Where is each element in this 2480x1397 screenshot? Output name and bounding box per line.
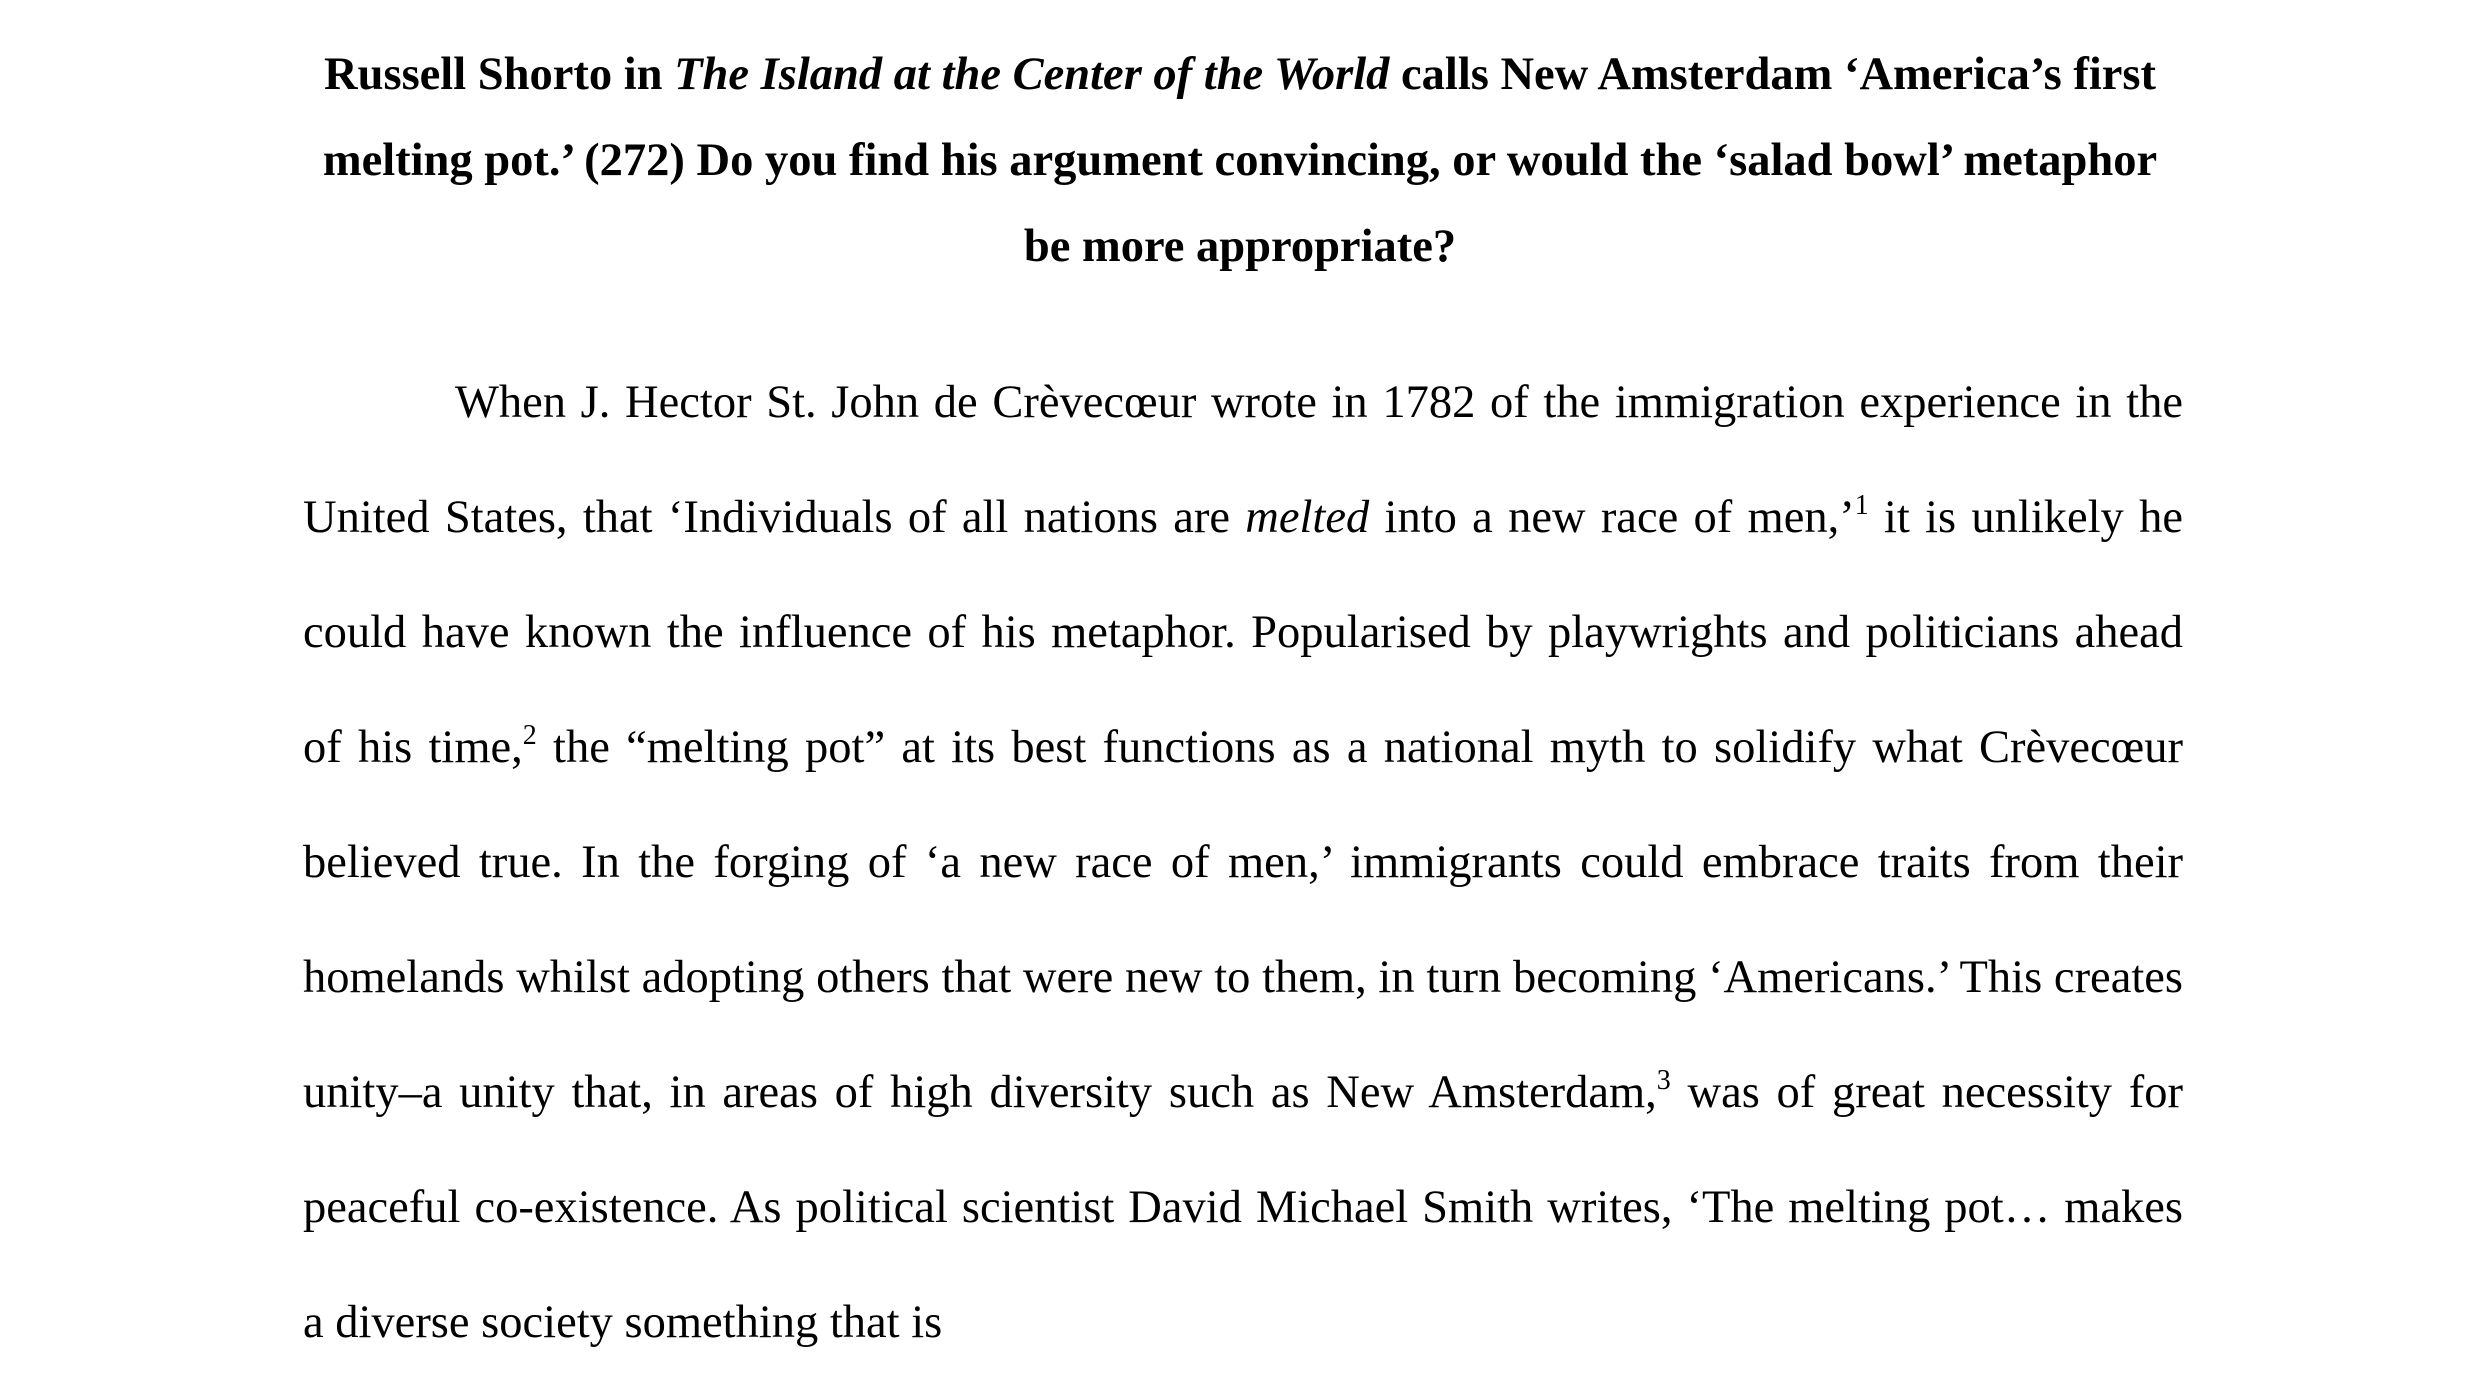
paragraph-text-seg1: When J. Hector St. John de Crèvecœur wrote in 1782 of the immigration experience in the United States, that ‘Individuals of all nations are [303,377,2183,543]
paragraph-text-seg2: into a new race of men,’ [1369,492,1855,543]
title-book-name: The Island at the Center of the World [674,49,1390,100]
title-text-part1: Russell Shorto in [324,49,675,100]
footnote-marker-2: 2 [522,720,537,751]
title-text-part2: calls New Amsterdam ‘America’s first melting pot.’ (272) Do you find his argument convincing, or would the ‘salad bowl’ metaphor be more appropriate? [322,49,2158,272]
paragraph-text-seg5: was of great necessity for peaceful co-existence. As political scientist David Michael Smith writes, ‘The melting pot… makes a diverse society something that is [303,1067,2183,1348]
paragraph-italic-word: melted [1245,492,1370,543]
paragraph-text-seg3: it is unlikely he could have known the influence of his metaphor. Popularised by playwrights and politicians ahead of his time, [303,492,2183,773]
essay-title [300,32,2180,290]
footnote-marker-3: 3 [1656,1065,1671,1096]
body-paragraph [303,345,2183,1380]
paragraph-text-seg4: the “melting pot” at its best functions as a national myth to solidify what Crèvecœur believed true. In the forging of ‘a new race of men,’ immigrants could embrace traits from their homelands whilst adopting others that were new to them, in turn becoming ‘Americans.’ This creates unity–a unity that, in areas of high diversity such as New Amsterdam, [303,722,2183,1118]
footnote-marker-1: 1 [1854,490,1869,521]
